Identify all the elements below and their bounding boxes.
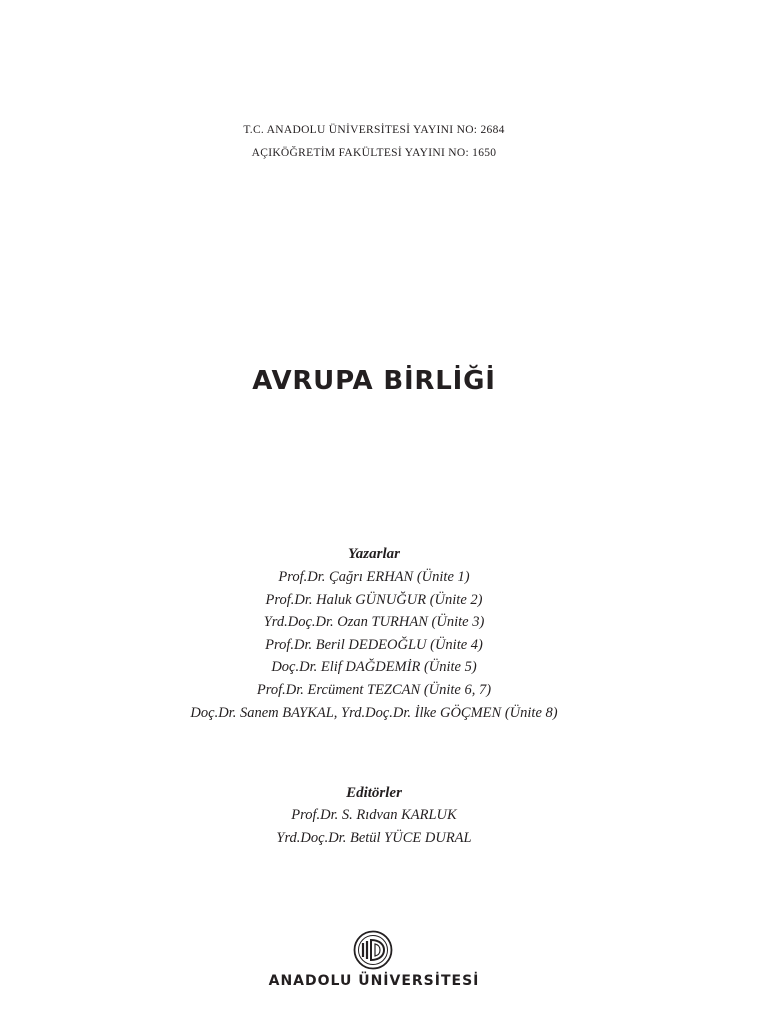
editor-line: Yrd.Doç.Dr. Betül YÜCE DURAL [276, 830, 472, 846]
faculty-publication-number-line: AÇIKÖĞRETİM FAKÜLTESİ YAYINI NO: 1650 [251, 147, 497, 159]
author-line: Yrd.Doç.Dr. Ozan TURHAN (Ünite 3) [263, 614, 485, 630]
author-line: Doç.Dr. Sanem BAYKAL, Yrd.Doç.Dr. İlke GÖÇMEN (Ünite 8) [190, 705, 558, 721]
editors-heading: Editörler [346, 785, 402, 801]
publication-number-line: T.C. ANADOLU ÜNİVERSİTESİ YAYINI NO: 2684 [243, 124, 505, 136]
author-line: Prof.Dr. Haluk GÜNUĞUR (Ünite 2) [265, 592, 483, 608]
book-title: AVRUPA BİRLİĞİ [252, 366, 496, 396]
editor-line: Prof.Dr. S. Rıdvan KARLUK [291, 807, 457, 823]
author-line: Doç.Dr. Elif DAĞDEMİR (Ünite 5) [271, 659, 477, 675]
author-line: Prof.Dr. Beril DEDEOĞLU (Ünite 4) [265, 637, 483, 653]
publisher-name: ANADOLU ÜNİVERSİTESİ [268, 973, 480, 989]
author-line: Prof.Dr. Çağrı ERHAN (Ünite 1) [278, 569, 470, 585]
author-line: Prof.Dr. Ercüment TEZCAN (Ünite 6, 7) [256, 682, 492, 698]
authors-heading: Yazarlar [348, 546, 400, 562]
anadolu-university-logo-icon [353, 930, 393, 970]
